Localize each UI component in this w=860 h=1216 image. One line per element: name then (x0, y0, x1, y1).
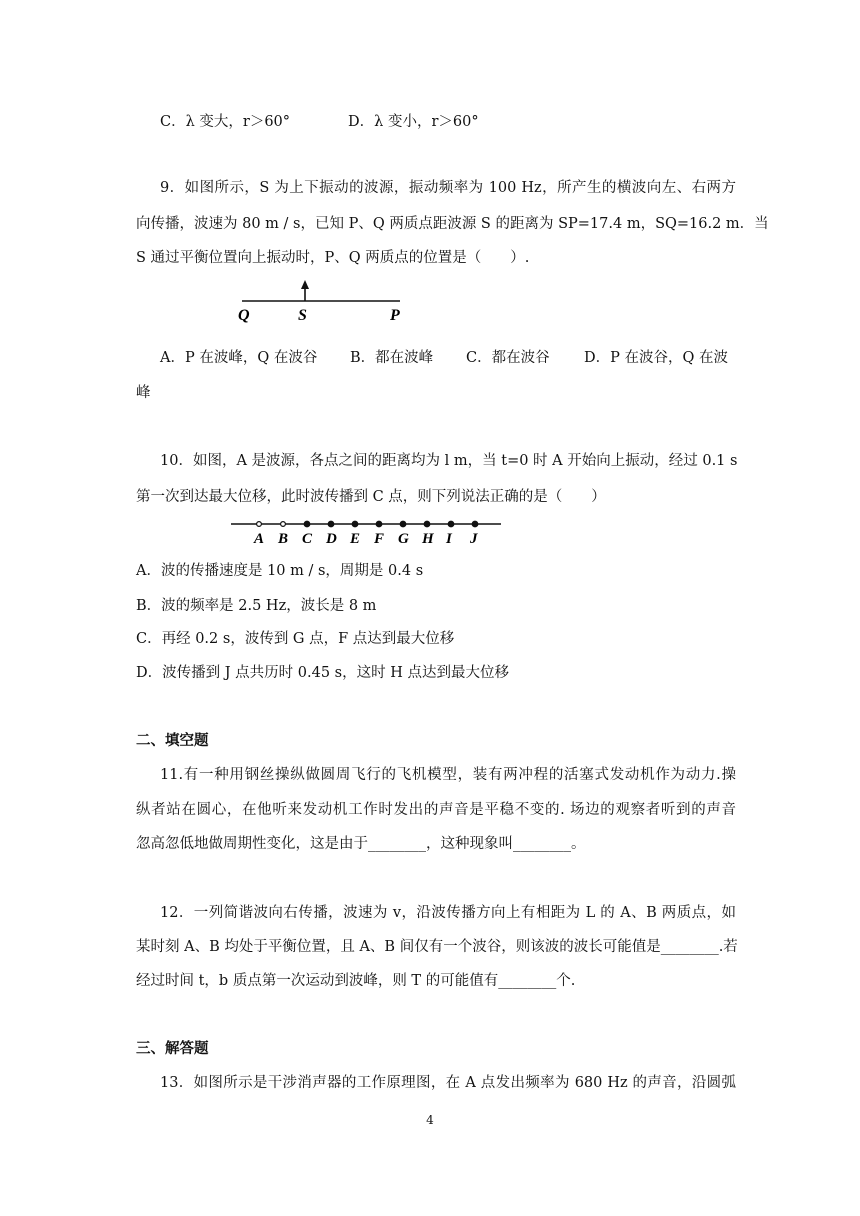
q10-point-e-label: E (350, 531, 361, 547)
q9-option-a: A．P 在波峰，Q 在波谷 (160, 350, 318, 366)
q10-point-g-label: G (398, 531, 409, 547)
q10-point-f-label: F (374, 531, 385, 547)
q10-point-d-marker (328, 521, 334, 527)
q10-option-a: A．波的传播速度是 10 m / s，周期是 0.4 s (136, 563, 424, 579)
q10-point-a-label: A (254, 531, 265, 547)
q10-option-c: C．再经 0.2 s，波传到 G 点，F 点达到最大位移 (136, 631, 455, 647)
q11-line-2: 纵者站在圆心，在他听来发动机工作时发出的声音是平稳不变的. 场边的观察者听到的声音 (136, 802, 736, 818)
q10-point-j-label: J (470, 531, 478, 547)
q13-line-1: 13．如图所示是干涉消声器的工作原理图，在 A 点发出频率为 680 Hz 的声音，沿圆弧 (160, 1075, 736, 1091)
q9-label-s: S (298, 307, 307, 324)
q11-line-1: 11.有一种用钢丝操纵做圆周飞行的飞机模型，装有两冲程的活塞式发动机作为动力.操 (160, 767, 736, 783)
q10-point-markers (253, 521, 478, 547)
q10-point-i-label: I (446, 531, 452, 547)
q9-label-q: Q (238, 307, 250, 324)
q10-point-b-label: B (278, 531, 289, 547)
q10-point-b-marker (281, 522, 286, 527)
q12-line-2: 某时刻 A、B 均处于平衡位置，且 A、B 间仅有一个波谷，则该波的波长可能值是________.若 (136, 939, 738, 955)
q10-point-i-marker (448, 521, 454, 527)
q10-point-h-marker (424, 521, 430, 527)
q12-line-3: 经过时间 t，b 质点第一次运动到波峰，则 T 的可能值有________个. (136, 973, 576, 989)
q9-line-2: 向传播，波速为 80 m / s，已知 P、Q 两质点距波源 S 的距离为 SP=17.4 m，SQ=16.2 m．当 (136, 216, 769, 232)
q10-point-e-marker (352, 521, 358, 527)
q8-option-d: D．λ 变小，r＞60° (348, 114, 479, 130)
section-3-heading: 三、解答题 (136, 1040, 209, 1057)
q10-line-2: 第一次到达最大位移，此时波传播到 C 点，则下列说法正确的是（ ） (136, 489, 606, 505)
page-number: 4 (426, 1113, 434, 1127)
q8-options-row (160, 112, 760, 132)
q10-point-d-label: D (326, 531, 337, 547)
q9-option-d-continued: 峰 (136, 385, 151, 401)
q10-point-h-label: H (422, 531, 434, 547)
q9-option-d: D．P 在波谷，Q 在波 (584, 350, 728, 366)
q10-point-c-label: C (302, 531, 313, 547)
q11-line-3: 忽高忽低地做周期性变化，这是由于________，这种现象叫________。 (136, 836, 586, 852)
q9-option-b: B．都在波峰 (350, 350, 434, 366)
q10-point-f-marker (376, 521, 382, 527)
q10-option-d: D．波传播到 J 点共历时 0.45 s，这时 H 点达到最大位移 (136, 665, 509, 681)
q9-wave-figure (230, 280, 420, 325)
q9-up-arrow-head (301, 280, 309, 289)
q9-label-p: P (390, 307, 400, 324)
q10-line-1: 10．如图，A 是波源，各点之间的距离均为 l m，当 t=0 时 A 开始向上振动，经过 0.1 s (160, 453, 738, 469)
q9-line-3: S 通过平衡位置向上振动时，P、Q 两质点的位置是（ ）. (136, 250, 530, 266)
section-2-heading: 二、填空题 (136, 732, 209, 749)
q9-option-c: C．都在波谷 (466, 350, 550, 366)
q10-point-g-marker (400, 521, 406, 527)
q10-point-a-marker (257, 522, 262, 527)
q12-line-1: 12．一列简谐波向右传播，波速为 v，沿波传播方向上有相距为 L 的 A、B 两质点，如 (160, 905, 736, 921)
q10-point-c-marker (304, 521, 310, 527)
q9-line-1: 9．如图所示，S 为上下振动的波源，振动频率为 100 Hz，所产生的横波向左、右两方 (160, 180, 736, 196)
q10-point-j-marker (472, 521, 478, 527)
q8-option-c: C．λ 变大，r＞60° (160, 114, 291, 130)
q10-option-b: B．波的频率是 2.5 Hz，波长是 8 m (136, 598, 377, 614)
q10-points-figure (225, 512, 510, 548)
